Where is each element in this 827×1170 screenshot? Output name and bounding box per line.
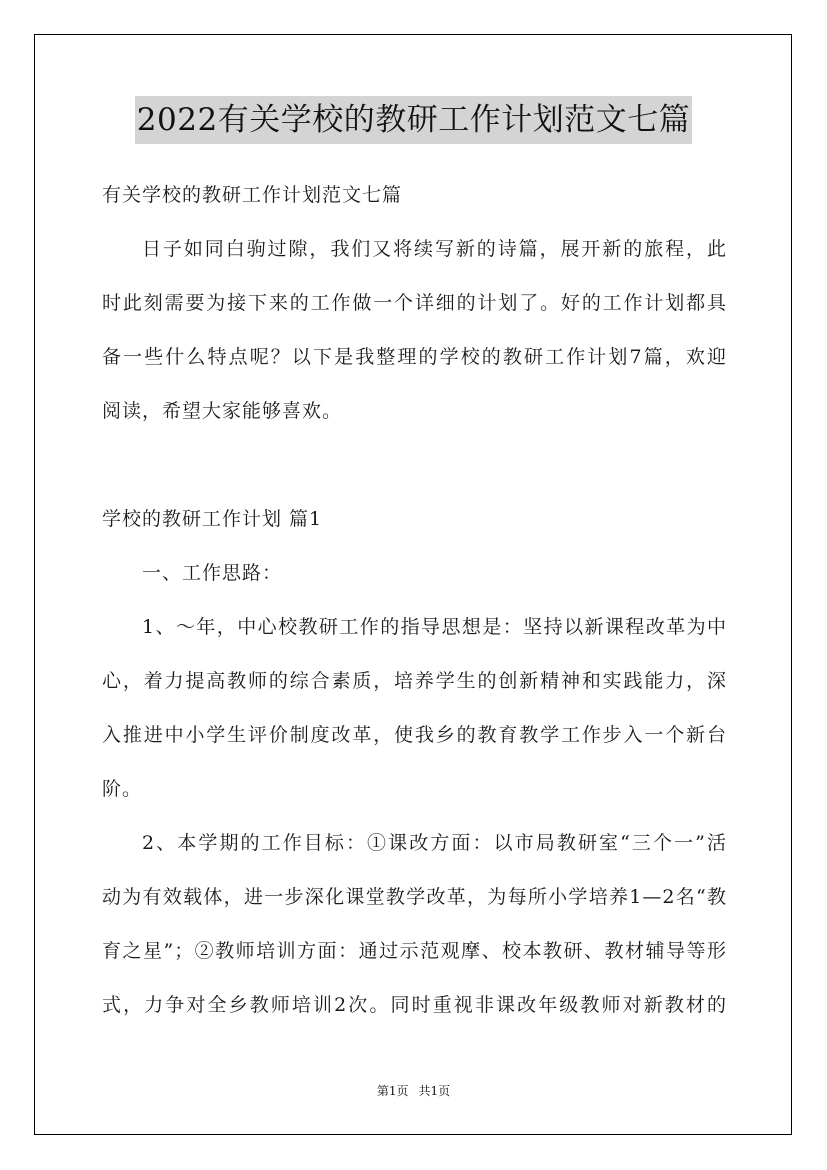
paragraph-line: 育之星”；②教师培训方面：通过示范观摩、校本教研、教材辅导等形 [102,940,727,962]
paragraph-line: 入推进中小学生评价制度改革，使我乡的教育教学工作步入一个新台 [102,724,727,746]
paragraph-line: 心，着力提高教师的综合素质，培养学生的创新精神和实践能力，深 [102,670,727,692]
section-heading: 学校的教研工作计划 篇1 [102,508,323,530]
page-number: 第1页 [376,1084,409,1098]
paragraph-line: 阶。 [102,778,143,800]
title-container [0,96,827,144]
document-title: 2022有关学校的教研工作计划范文七篇 [135,96,692,144]
paragraph-line: 式，力争对全乡教师培训2次。同时重视非课改年级教师对新教材的 [102,994,727,1016]
paragraph-line: 日子如同白驹过隙，我们又将续写新的诗篇，展开新的旅程，此 [142,238,727,260]
paragraph-line: 1、～年，中心校教研工作的指导思想是：坚持以新课程改革为中 [142,616,727,638]
subtitle-line: 有关学校的教研工作计划范文七篇 [102,184,403,206]
paragraph-line: 备一些什么特点呢？以下是我整理的学校的教研工作计划7篇，欢迎 [102,346,727,368]
page-footer [0,1082,827,1099]
blank-line [102,438,727,492]
paragraph-line: 2、本学期的工作目标：①课改方面：以市局教研室“三个一”活 [142,832,727,854]
paragraph-line: 动为有效载体，进一步深化课堂教学改革，为每所小学培养1—2名“教 [102,886,727,908]
page-total: 共1页 [418,1084,451,1098]
paragraph-line: 一、工作思路： [142,562,283,584]
document-body [102,168,727,1032]
paragraph-line: 阅读，希望大家能够喜欢。 [102,400,343,422]
paragraph-line: 时此刻需要为接下来的工作做一个详细的计划了。好的工作计划都具 [102,292,727,314]
